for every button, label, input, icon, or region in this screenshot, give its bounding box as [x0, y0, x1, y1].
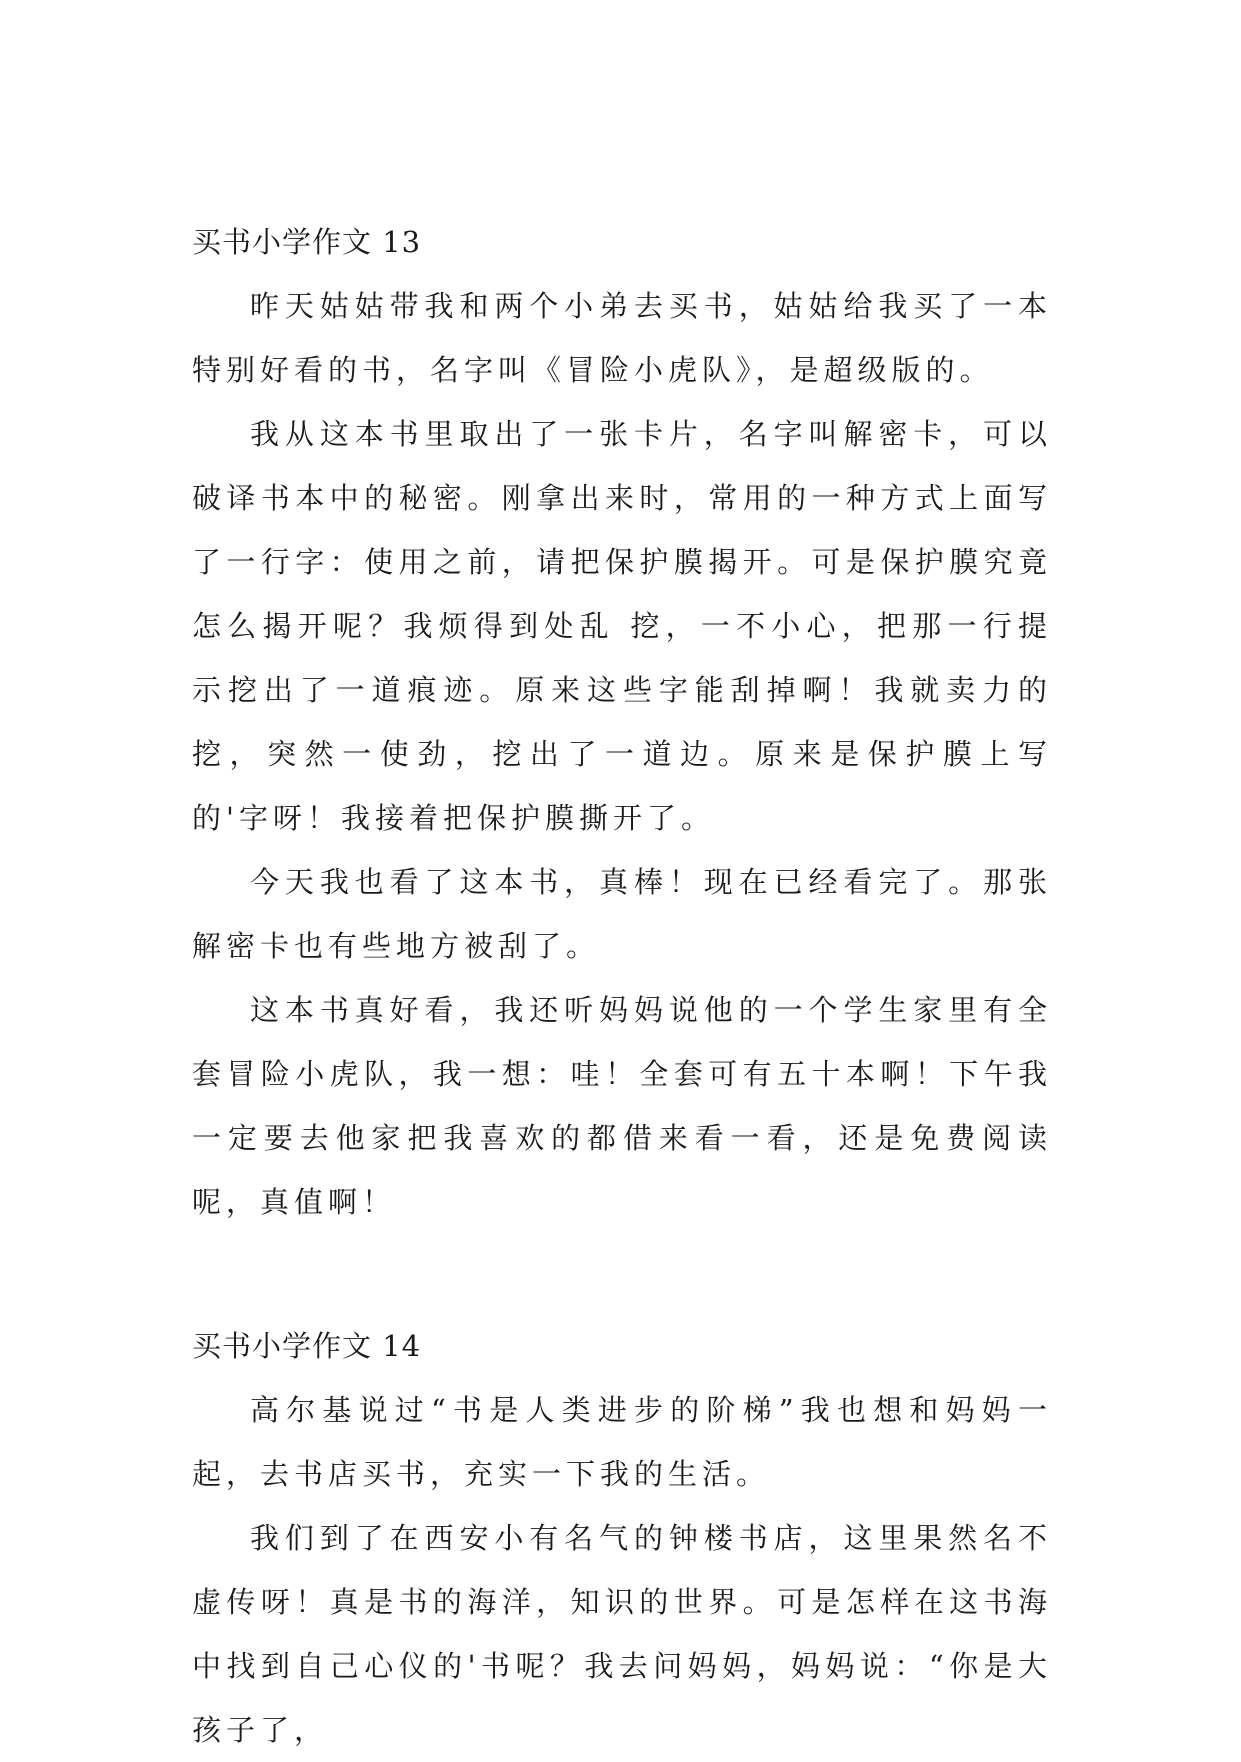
paragraph: 我从这本书里取出了一张卡片，名字叫解密卡，可以破译书本中的秘密。刚拿出来时，常用的一种方式上面写了一行字：使用之前，请把保护膜揭开。可是保护膜究竟怎么揭开呢？我烦得到处乱 挖，一不小心，把那一行提示挖出了一道痕迹。原来这些字能刮掉啊！我就卖力的挖，突然一使劲，挖出了一道边。原来是保护膜上写的'字呀！我接着把保护膜撕开了。: [192, 417, 1052, 835]
document-page: [192, 210, 1052, 1762]
paragraph: 我们到了在西安小有名气的钟楼书店，这里果然名不虚传呀！真是书的海洋，知识的世界。可是怎样在这书海中找到自己心仪的'书呢？我去问妈妈，妈妈说：“你是大孩子了，: [192, 1521, 1052, 1747]
paragraph: 高尔基说过“书是人类进步的阶梯”我也想和妈妈一起，去书店买书，充实一下我的生活。: [192, 1393, 1052, 1491]
paragraph: 这本书真好看，我还听妈妈说他的一个学生家里有全套冒险小虎队，我一想：哇！全套可有五十本啊！下午我一定要去他家把我喜欢的都借来看一看，还是免费阅读呢，真值啊！: [192, 993, 1052, 1219]
essay-section-14: [192, 1314, 1052, 1762]
essay-section-13: [192, 210, 1052, 1234]
paragraph: 今天我也看了这本书，真棒！现在已经看完了。那张解密卡也有些地方被刮了。: [192, 865, 1052, 963]
section-gap: [192, 1234, 1052, 1314]
paragraph: 昨天姑姑带我和两个小弟去买书，姑姑给我买了一本特别好看的书，名字叫《冒险小虎队》，是超级版的。: [192, 289, 1052, 387]
section-title: 买书小学作文 14: [192, 1329, 422, 1363]
section-title: 买书小学作文 13: [192, 225, 422, 259]
